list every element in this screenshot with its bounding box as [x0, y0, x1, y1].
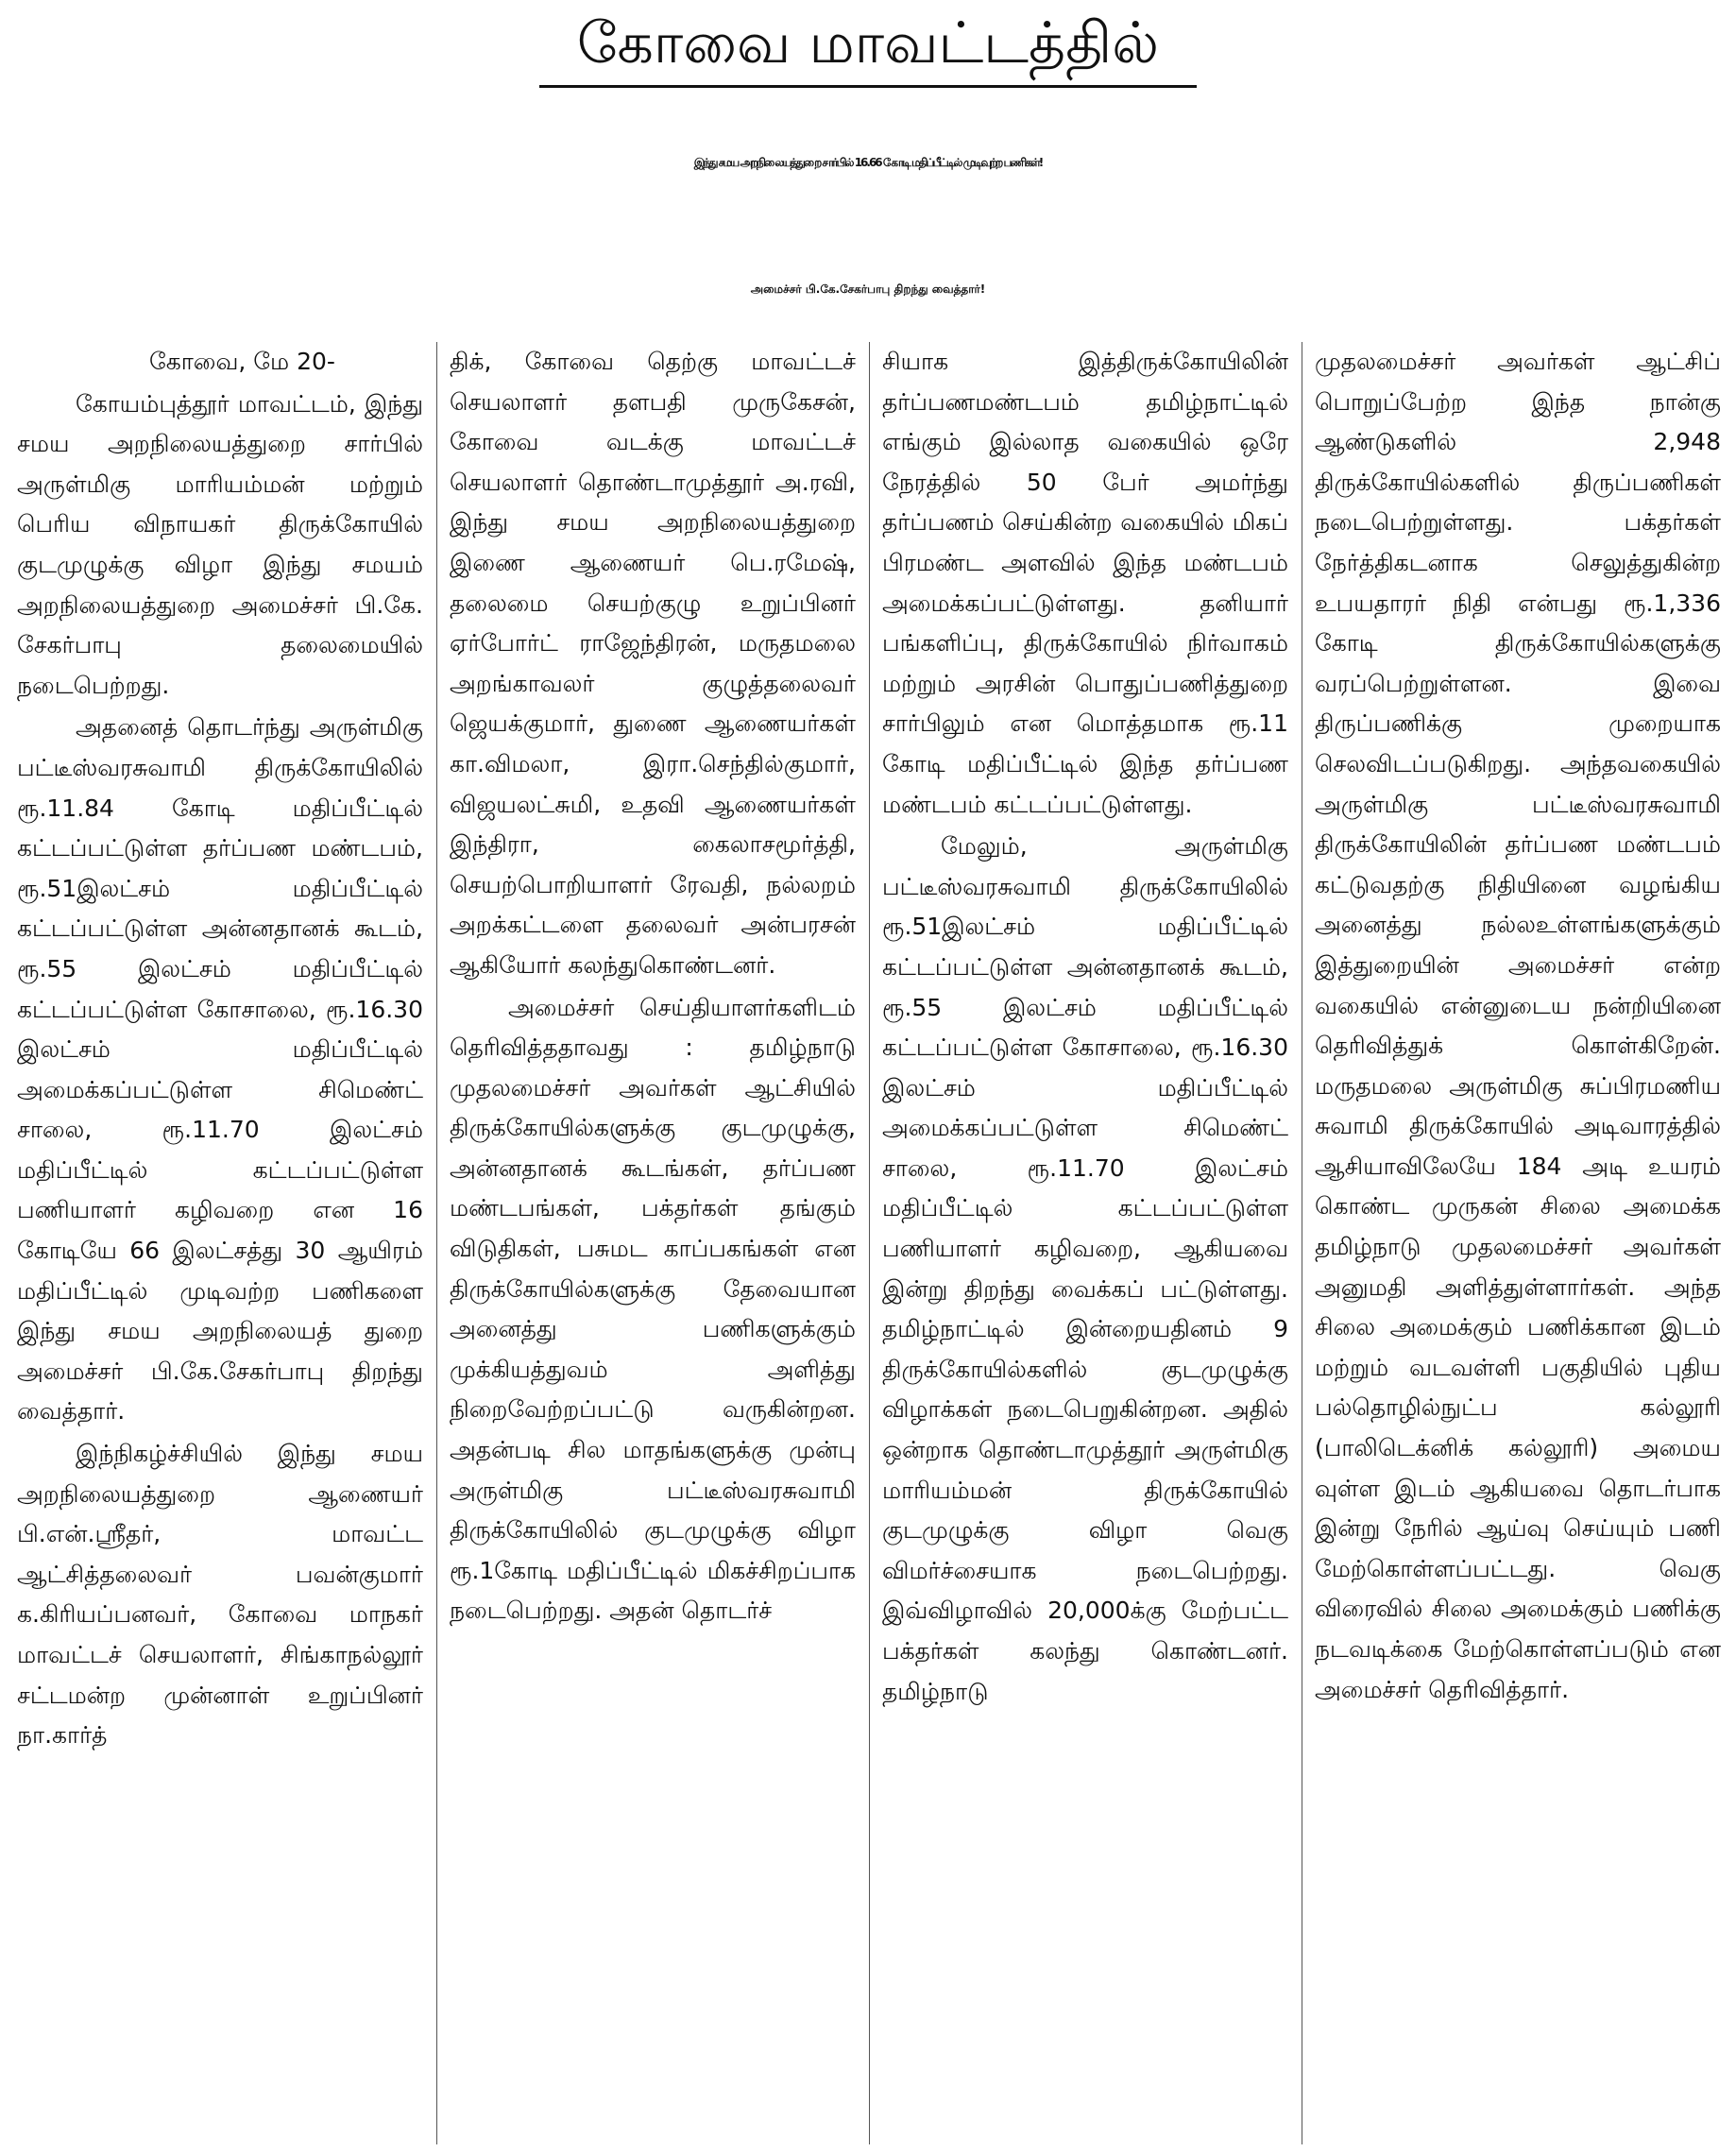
article-paragraph: கோயம்புத்தூர் மாவட்டம், இந்து சமய அறநிலையத்துறை சார்பில் அருள்மிகு மாரியம்மன் மற்றும் பெரிய விநாயகர் திருக்கோயில் குடமுழுக்கு விழா இந்து சமயம் அறநிலையத்துறை அமைச்சர் பி.கே. சேகர்பாபு தலைமையில் நடைபெற்றது. — [17, 389, 423, 699]
column-divider — [869, 342, 870, 2144]
headline: இந்து சமய அறநிலையத்துறை சார்பில் 16.66 கோடி மதிப்பீட்டில் முடிவுற்ற பணிகள்! — [693, 156, 1043, 169]
subheadline: அமைச்சர் பி.கே.சேகர்பாபு திறந்து வைத்தார்! — [750, 282, 986, 296]
article-paragraph: அதனைத் தொடர்ந்து அருள்மிகு பட்டீஸ்வரசுவாமி திருக்கோயிலில் ரூ.11.84 கோடி மதிப்பீட்டில் கட்டப்பட்டுள்ள தர்ப்பண மண்டபம், ரூ.51இலட்சம் மதிப்பீட்டில் கட்டப்பட்டுள்ள அன்னதானக் கூடம், ரூ.55 இலட்சம் மதிப்பீட்டில் கட்டப்பட்டுள்ள கோசாலை, ரூ.16.30 இலட்சம் மதிப்பீட்டில் அமைக்கப்பட்டுள்ள சிமெண்ட் சாலை, ரூ.11.70 இலட்சம் மதிப்பீட்டில் கட்டப்பட்டுள்ள பணியாளர் கழிவறை என 16 கோடியே 66 இலட்சத்து 30 ஆயிரம் மதிப்பீட்டில் முடிவற்ற பணிகளை இந்து சமய அறநிலையத் துறை அமைச்சர் பி.கே.சேகர்பாபு திறந்து வைத்தார். — [17, 713, 423, 1426]
article-paragraph: திக், கோவை தெற்கு மாவட்டச் செயலாளர் தளபதி முருகேசன், கோவை வடக்கு மாவட்டச் செயலாளர் தொண்டாமுத்தூர் அ.ரவி, இந்து சமய அறநிலையத்துறை இணை ஆணையர் பெ.ரமேஷ், தலைமை செயற்குழு உறுப்பினர் ஏர்போர்ட் ராஜேந்திரன், மருதமலை அறங்காவலர் குழுத்தலைவர் ஜெயக்குமார், துணை ஆணையர்கள் கா.விமலா, இரா.செந்தில்குமார், விஜயலட்சுமி, உதவி ஆணையர்கள் இந்திரா, கைலாசமூர்த்தி, செயற்பொறியாளர் ரேவதி, நல்லறம் அறக்கட்டளை தலைவர் அன்பரசன் ஆகியோர் கலந்துகொண்டனர். — [450, 348, 856, 979]
article-column-2 — [450, 342, 856, 2144]
article-column-4 — [1315, 342, 1721, 2144]
article-paragraph: இந்நிகழ்ச்சியில் இந்து சமய அறநிலையத்துறை ஆணையர் பி.என்.ஸ்ரீதர், மாவட்ட ஆட்சித்தலைவர் பவன்குமார் க.கிரியப்பனவர், கோவை மாநகர் மாவட்டச் செயலாளர், சிங்காநல்லூர் சட்டமன்ற முன்னாள் உறுப்பினர் நா.கார்த் — [17, 1440, 423, 1750]
article-column-1 — [17, 342, 423, 2144]
column-divider — [436, 342, 437, 2144]
article-body — [0, 342, 1736, 2144]
article-column-3 — [882, 342, 1288, 2144]
kicker-text: கோவை மாவட்டத்தில் — [539, 8, 1197, 88]
article-paragraph: அமைச்சர் செய்தியாளர்களிடம் தெரிவித்ததாவது : தமிழ்நாடு முதலமைச்சர் அவர்கள் ஆட்சியில் திருக்கோயில்களுக்கு குடமுழுக்கு, அன்னதானக் கூடங்கள், தர்ப்பண மண்டபங்கள், பக்தர்கள் தங்கும் விடுதிகள், பசுமட காப்பகங்கள் என திருக்கோயில்களுக்கு தேவையான அனைத்து பணிகளுக்கும் முக்கியத்துவம் அளித்து நிறைவேற்றப்பட்டு வருகின்றன. அதன்படி சில மாதங்களுக்கு முன்பு அருள்மிகு பட்டீஸ்வரசுவாமி திருக்கோயிலில் குடமுழுக்கு விழா ரூ.1கோடி மதிப்பீட்டில் மிகச்சிறப்பாக நடைபெற்றது. அதன் தொடர்ச் — [450, 993, 856, 1625]
article-paragraph: மேலும், அருள்மிகு பட்டீஸ்வரசுவாமி திருக்கோயிலில் ரூ.51இலட்சம் மதிப்பீட்டில் கட்டப்பட்டுள்ள அன்னதானக் கூடம், ரூ.55 இலட்சம் மதிப்பீட்டில் கட்டப்பட்டுள்ள கோசாலை, ரூ.16.30 இலட்சம் மதிப்பீட்டில் அமைக்கப்பட்டுள்ள சிமெண்ட் சாலை, ரூ.11.70 இலட்சம் மதிப்பீட்டில் கட்டப்பட்டுள்ள பணியாளர் கழிவறை, ஆகியவை இன்று திறந்து வைக்கப் பட்டுள்ளது. தமிழ்நாட்டில் இன்றையதினம் 9 திருக்கோயில்களில் குடமுழுக்கு விழாக்கள் நடைபெறுகின்றன. அதில் ஒன்றாக தொண்டாமுத்தூர் அருள்மிகு மாரியம்மன் திருக்கோயில் குடமுழுக்கு விழா வெகு விமர்ச்சையாக நடைபெற்றது. இவ்விழாவில் 20,000க்கு மேற்பட்ட பக்தர்கள் கலந்து கொண்டனர். தமிழ்நாடு — [882, 832, 1288, 1705]
article-paragraph: சியாக இத்திருக்கோயிலின் தர்ப்பணமண்டபம் தமிழ்நாட்டில் எங்கும் இல்லாத வகையில் ஒரே நேரத்தில் 50 பேர் அமர்ந்து தர்ப்பணம் செய்கின்ற வகையில் மிகப் பிரமண்ட அளவில் இந்த மண்டபம் அமைக்கப்பட்டுள்ளது. தனியார் பங்களிப்பு, திருக்கோயில் நிர்வாகம் மற்றும் அரசின் பொதுப்பணித்துறை சார்பிலும் என மொத்தமாக ரூ.11 கோடி மதிப்பீட்டில் இந்த தர்ப்பண மண்டபம் கட்டப்பட்டுள்ளது. — [882, 348, 1288, 818]
kicker — [0, 8, 1736, 94]
dateline: கோவை, மே 20- — [149, 348, 335, 375]
article-paragraph: முதலமைச்சர் அவர்கள் ஆட்சிப் பொறுப்பேற்ற இந்த நான்கு ஆண்டுகளில் 2,948 திருக்கோயில்களில் திருப்பணிகள் நடைபெற்றுள்ளது. பக்தர்கள் நேர்த்திகடனாக செலுத்துகின்ற உபயதாரர் நிதி என்பது ரூ.1,336 கோடி திருக்கோயில்களுக்கு வரப்பெற்றுள்ளன. இவை திருப்பணிக்கு முறையாக செலவிடப்படுகிறது. அந்தவகையில் அருள்மிகு பட்டீஸ்வரசுவாமி திருக்கோயிலின் தர்ப்பண மண்டபம் கட்டுவதற்கு நிதியினை வழங்கிய அனைத்து நல்லஉள்ளங்களுக்கும் இத்துறையின் அமைச்சர் என்ற வகையில் என்னுடைய நன்றியினை தெரிவித்துக் கொள்கிறேன். மருதமலை அருள்மிகு சுப்பிரமணிய சுவாமி திருக்கோயில் அடிவாரத்தில் ஆசியாவிலேயே 184 அடி உயரம் கொண்ட முருகன் சிலை அமைக்க தமிழ்நாடு முதலமைச்சர் அவர்கள் அனுமதி அளித்துள்ளார்கள். அந்த சிலை அமைக்கும் பணிக்கான இடம் மற்றும் வடவள்ளி பகுதியில் புதிய பல்தொழில்நுட்ப கல்லூரி (பாலிடெக்னிக் கல்லூரி) அமைய வுள்ள இடம் ஆகியவை தொடர்பாக இன்று நேரில் ஆய்வு செய்யும் பணி மேற்கொள்ளப்பட்டது. வெகு விரைவில் சிலை அமைக்கும் பணிக்கு நடவடிக்கை மேற்கொள்ளப்படும் என அமைச்சர் தெரிவித்தார். — [1315, 348, 1721, 1703]
